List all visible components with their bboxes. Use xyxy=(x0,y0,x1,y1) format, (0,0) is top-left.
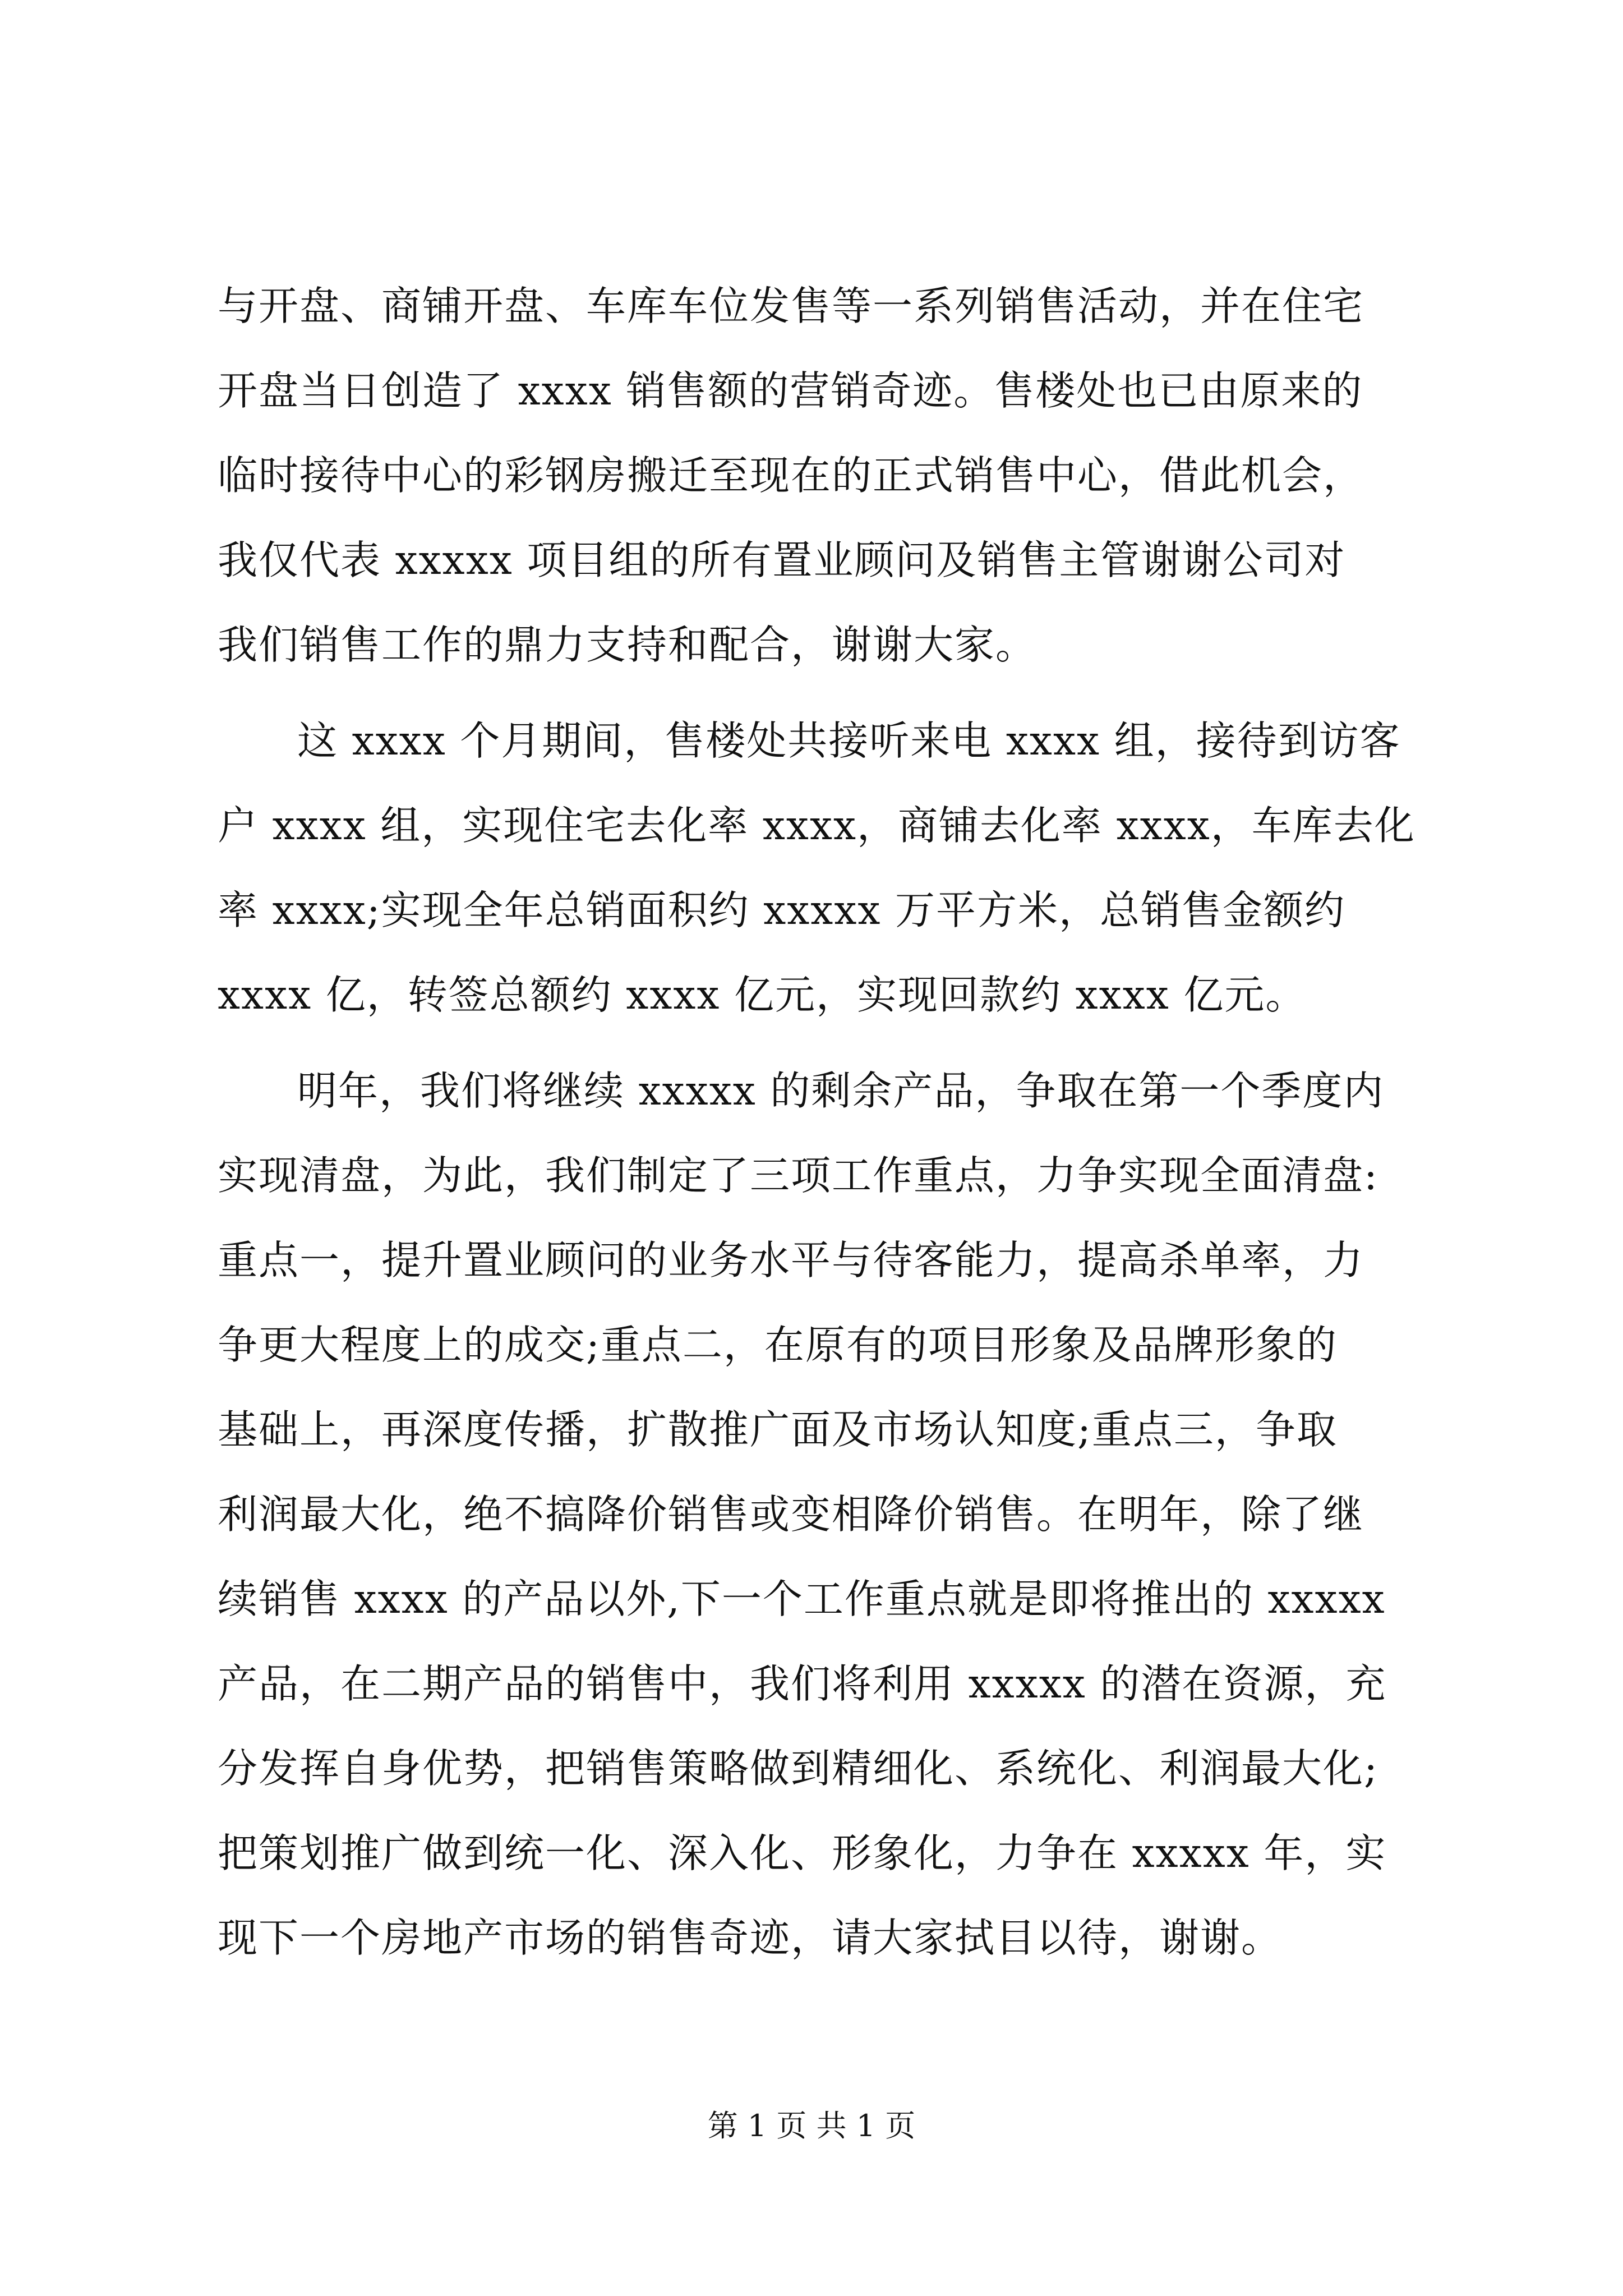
paragraph-line: 这 xxxx 个月期间，售楼处共接听来电 xxxx 组，接待到访客 xyxy=(297,717,1401,764)
paragraph-line: 现下一个房地产市场的销售奇迹，请大家拭目以待，谢谢。 xyxy=(218,1915,1283,1961)
paragraph xyxy=(218,1048,1429,1980)
document-body xyxy=(218,264,1429,1980)
paragraph-line: 户 xxxx 组，实现住宅去化率 xxxx，商铺去化率 xxxx，车库去化 xyxy=(218,802,1415,849)
paragraph-line: 我们销售工作的鼎力支持和配合，谢谢大家。 xyxy=(218,622,1037,668)
paragraph-line: 争更大程度上的成交;重点二，在原有的项目形象及品牌形象的 xyxy=(218,1322,1338,1368)
paragraph-line: 分发挥自身优势，把销售策略做到精细化、系统化、利润最大化; xyxy=(218,1745,1378,1792)
paragraph-line: 开盘当日创造了 xxxx 销售额的营销奇迹。售楼处也已由原来的 xyxy=(218,367,1363,414)
paragraph-line: 重点一，提升置业顾问的业务水平与待客能力，提高杀单率，力 xyxy=(218,1237,1364,1283)
paragraph xyxy=(218,264,1429,687)
paragraph-line: 产品，在二期产品的销售中，我们将利用 xxxxx 的潜在资源，充 xyxy=(218,1660,1387,1707)
paragraph-line: 与开盘、商铺开盘、车库车位发售等一系列销售活动，并在住宅 xyxy=(218,283,1364,329)
paragraph-line: xxxx 亿，转签总额约 xxxx 亿元，实现回款约 xxxx 亿元。 xyxy=(218,972,1307,1018)
paragraph xyxy=(218,698,1429,1037)
paragraph-line: 实现清盘，为此，我们制定了三项工作重点，力争实现全面清盘: xyxy=(218,1152,1378,1199)
paragraph-line: 我仅代表 xxxxx 项目组的所有置业顾问及销售主管谢谢公司对 xyxy=(218,537,1346,583)
paragraph-line: 把策划推广做到统一化、深入化、形象化，力争在 xxxxx 年，实 xyxy=(218,1830,1387,1876)
paragraph-line: 临时接待中心的彩钢房搬迁至现在的正式销售中心，借此机会， xyxy=(218,452,1364,499)
paragraph-line: 续销售 xxxx 的产品以外,下一个工作重点就是即将推出的 xxxxx xyxy=(218,1576,1386,1622)
paragraph-line: 基础上，再深度传播，扩散推广面及市场认知度;重点三，争取 xyxy=(218,1406,1338,1453)
paragraph-line: 利润最大化，绝不搞降价销售或变相降价销售。在明年，除了继 xyxy=(218,1491,1364,1538)
paragraph-line: 明年，我们将继续 xxxxx 的剩余产品，争取在第一个季度内 xyxy=(297,1068,1385,1114)
paragraph-line: 率 xxxx;实现全年总销面积约 xxxxx 万平方米，总销售金额约 xyxy=(218,887,1346,933)
page-footer: 第 1 页 共 1 页 xyxy=(707,2108,916,2143)
